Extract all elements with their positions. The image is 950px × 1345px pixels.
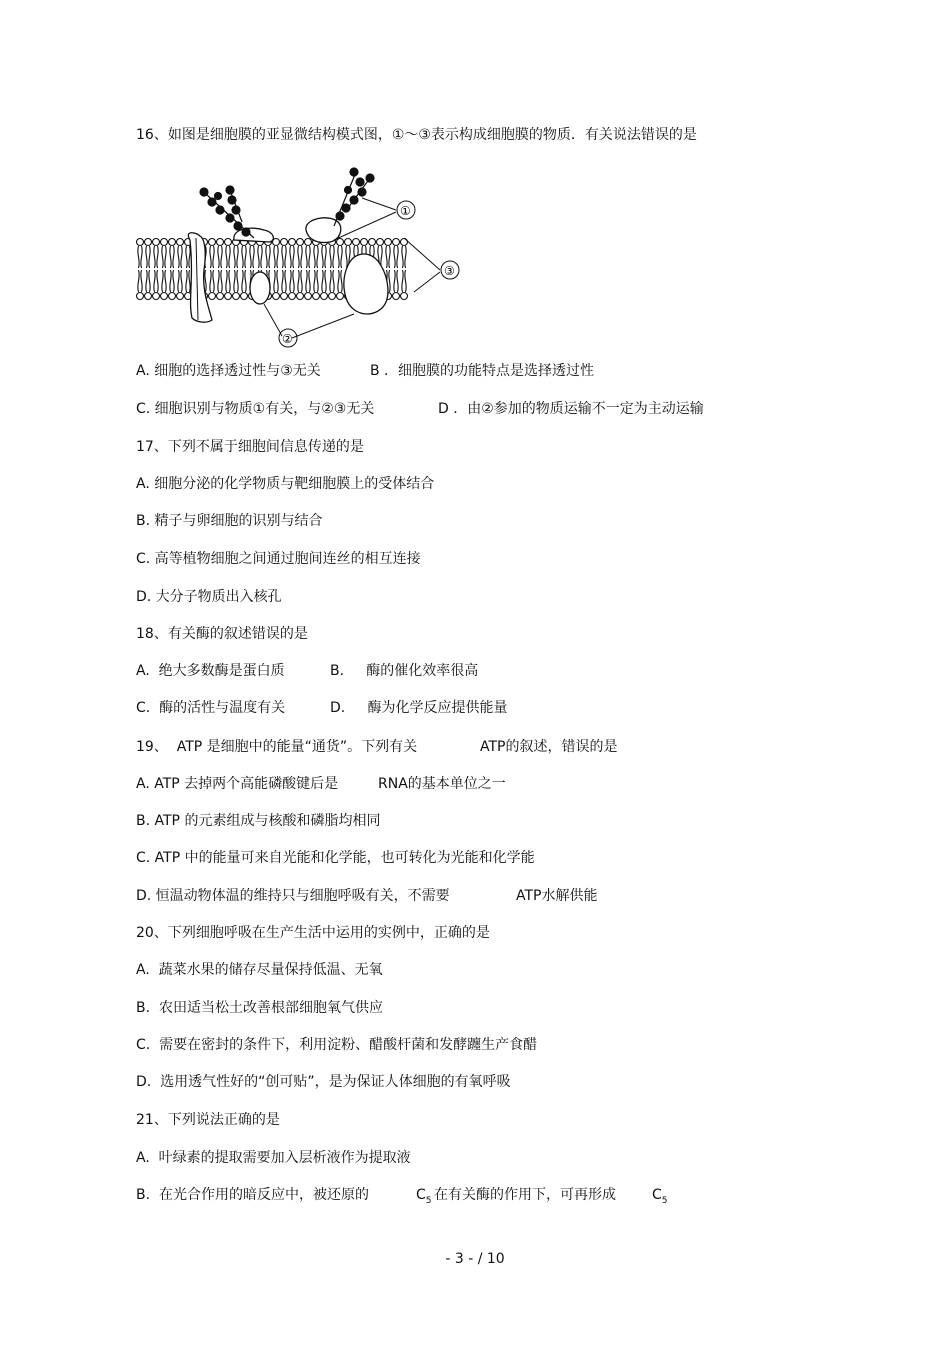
lipid-tail-top bbox=[338, 246, 342, 268]
lipid-head-bottom bbox=[153, 293, 160, 300]
q17-optD: D. 大分子物质出入核孔 bbox=[136, 589, 282, 605]
lipid-tail-top bbox=[290, 246, 294, 268]
q17-optA: A. 细胞分泌的化学物质与靶细胞膜上的受体结合 bbox=[136, 476, 435, 492]
lipid-head-bottom bbox=[273, 293, 280, 300]
embedded-protein-small bbox=[250, 272, 270, 304]
lipid-head-bottom bbox=[289, 293, 296, 300]
lipid-tail-bottom bbox=[298, 270, 302, 292]
lipid-tail-bottom bbox=[394, 270, 398, 292]
lipid-head-bottom bbox=[233, 293, 240, 300]
q18-optC: C. 酶的活性与温度有关 bbox=[136, 700, 286, 716]
lipid-head-top bbox=[337, 239, 344, 246]
label-3: ③ bbox=[444, 264, 455, 278]
lipid-tail-bottom bbox=[186, 270, 190, 292]
lipid-tail-bottom bbox=[402, 270, 406, 292]
lipid-tail-bottom bbox=[314, 270, 318, 292]
lipid-head-bottom bbox=[329, 293, 336, 300]
q19-optC: C. ATP 中的能量可来自光能和化学能，也可转化为光能和化学能 bbox=[136, 850, 535, 866]
lipid-tail-top bbox=[170, 246, 174, 268]
lipid-tail-bottom bbox=[226, 270, 230, 292]
q21-optB-c5: $C_5$ bbox=[416, 1187, 432, 1206]
lipid-head-top bbox=[305, 239, 312, 246]
lipid-tail-top bbox=[154, 246, 158, 268]
q18-stem: 18、有关酶的叙述错误的是 bbox=[136, 626, 308, 642]
cell-membrane-figure bbox=[134, 160, 474, 350]
lipid-tail-bottom bbox=[178, 270, 182, 292]
lipid-head-bottom bbox=[241, 293, 248, 300]
q19-stem-b: ATP的叙述，错误的是 bbox=[480, 739, 618, 755]
lipid-tail-top bbox=[178, 246, 182, 268]
lipid-head-top bbox=[281, 239, 288, 246]
lipid-head-top bbox=[137, 239, 144, 246]
lipid-head-bottom bbox=[321, 293, 328, 300]
lipid-tail-bottom bbox=[218, 270, 222, 292]
lipid-tail-bottom bbox=[338, 270, 342, 292]
q18-optB: B. 酶的催化效率很高 bbox=[330, 663, 479, 679]
lipid-tail-bottom bbox=[162, 270, 166, 292]
lipid-head-bottom bbox=[209, 293, 216, 300]
lipid-head-top bbox=[393, 239, 400, 246]
lipid-tail-bottom bbox=[322, 270, 326, 292]
q21-optB-c: 在有关酶的作用下，可再形成 bbox=[434, 1187, 616, 1203]
lipid-tail-bottom bbox=[210, 270, 214, 292]
lipid-tail-top bbox=[258, 246, 262, 268]
lipid-head-bottom bbox=[393, 293, 400, 300]
lipid-tail-top bbox=[138, 246, 142, 268]
lipid-head-top bbox=[161, 239, 168, 246]
q20-optD: D. 选用透气性好的“创可贴”，是为保证人体细胞的有氧呼吸 bbox=[136, 1074, 511, 1090]
lipid-tail-bottom bbox=[146, 270, 150, 292]
lipid-tail-bottom bbox=[274, 270, 278, 292]
lipid-tail-bottom bbox=[242, 270, 246, 292]
q16-optC: C. 细胞识别与物质①有关，与②③无关 bbox=[136, 401, 375, 417]
lipid-tail-top bbox=[210, 246, 214, 268]
lipid-tail-top bbox=[218, 246, 222, 268]
lipid-head-bottom bbox=[145, 293, 152, 300]
lipid-head-top bbox=[209, 239, 216, 246]
lipid-head-top bbox=[385, 239, 392, 246]
lipid-head-top bbox=[177, 239, 184, 246]
glycoprotein-chain-left bbox=[200, 186, 254, 238]
q21-optA: A. 叶绿素的提取需要加入层析液作为提取液 bbox=[136, 1150, 411, 1166]
lipid-tail-bottom bbox=[330, 270, 334, 292]
lipid-head-top bbox=[353, 239, 360, 246]
q20-stem: 20、下列细胞呼吸在生产生活中运用的实例中，正确的是 bbox=[136, 925, 490, 941]
lipid-head-bottom bbox=[217, 293, 224, 300]
lipid-tail-bottom bbox=[234, 270, 238, 292]
transmembrane-protein-left bbox=[188, 233, 212, 322]
lipid-tail-top bbox=[242, 246, 246, 268]
lipid-head-bottom bbox=[177, 293, 184, 300]
q20-optA: A. 蔬菜水果的储存尽量保持低温、无氧 bbox=[136, 962, 383, 978]
lipid-head-bottom bbox=[297, 293, 304, 300]
lipid-head-top bbox=[377, 239, 384, 246]
lipid-head-bottom bbox=[305, 293, 312, 300]
lipid-tail-top bbox=[234, 246, 238, 268]
q16-stem: 16、如图是细胞膜的亚显微结构模式图，①～③表示构成细胞膜的物质．有关说法错误的是 bbox=[136, 127, 697, 143]
lipid-head-bottom bbox=[401, 293, 408, 300]
lipid-head-top bbox=[217, 239, 224, 246]
lipid-tail-top bbox=[386, 246, 390, 268]
lipid-head-bottom bbox=[169, 293, 176, 300]
q16-optD: D ．由②参加的物质运输不一定为主动运输 bbox=[438, 401, 704, 417]
lipid-head-bottom bbox=[313, 293, 320, 300]
q20-optB: B. 农田适当松土改善根部细胞氧气供应 bbox=[136, 1000, 383, 1016]
lipid-tail-bottom bbox=[170, 270, 174, 292]
lipid-tail-top bbox=[330, 246, 334, 268]
q16-optB: B ．细胞膜的功能特点是选择透过性 bbox=[370, 363, 595, 379]
lipid-tail-top bbox=[322, 246, 326, 268]
lipid-tail-top bbox=[186, 246, 190, 268]
lipid-head-bottom bbox=[225, 293, 232, 300]
lipid-tail-top bbox=[250, 246, 254, 268]
q20-optC: C. 需要在密封的条件下，利用淀粉、醋酸杆菌和发酵躔生产食醋 bbox=[136, 1037, 538, 1053]
q21-optB-a: B. 在光合作用的暗反应中，被还原的 bbox=[136, 1187, 369, 1203]
lipid-tail-top bbox=[306, 246, 310, 268]
lipid-head-top bbox=[369, 239, 376, 246]
lipid-tail-top bbox=[298, 246, 302, 268]
lipid-tail-top bbox=[162, 246, 166, 268]
lipid-tail-top bbox=[226, 246, 230, 268]
label-1: ① bbox=[400, 204, 411, 218]
lipid-head-top bbox=[225, 239, 232, 246]
lipid-tail-top bbox=[402, 246, 406, 268]
q19-stem-a: 19、 ATP 是细胞中的能量“通货”。下列有关 bbox=[136, 739, 418, 755]
lipid-head-top bbox=[169, 239, 176, 246]
q17-optC: C. 高等植物细胞之间通过胞间连丝的相互连接 bbox=[136, 551, 421, 567]
lipid-tail-top bbox=[274, 246, 278, 268]
q17-stem: 17、下列不属于细胞间信息传递的是 bbox=[136, 439, 364, 455]
q16-optA: A. 细胞的选择透过性与③无关 bbox=[136, 363, 321, 379]
label-2: ② bbox=[282, 332, 293, 346]
lipid-head-top bbox=[153, 239, 160, 246]
lipid-tail-top bbox=[314, 246, 318, 268]
lipid-tail-bottom bbox=[282, 270, 286, 292]
q17-optB: B. 精子与卵细胞的识别与结合 bbox=[136, 513, 323, 529]
q19-optD-b: ATP水解供能 bbox=[516, 888, 598, 904]
lipid-tail-top bbox=[146, 246, 150, 268]
lipid-head-bottom bbox=[337, 293, 344, 300]
q19-optA-b: RNA的基本单位之一 bbox=[378, 776, 506, 792]
lipid-tail-bottom bbox=[138, 270, 142, 292]
q18-optA: A. 绝大多数酶是蛋白质 bbox=[136, 663, 285, 679]
q21-stem: 21、下列说法正确的是 bbox=[136, 1112, 280, 1128]
lipid-tail-top bbox=[282, 246, 286, 268]
lipid-head-top bbox=[289, 239, 296, 246]
lipid-head-top bbox=[345, 239, 352, 246]
lipid-head-top bbox=[297, 239, 304, 246]
lipid-head-top bbox=[145, 239, 152, 246]
glycoprotein-chain-right bbox=[334, 168, 374, 226]
lipid-head-top bbox=[361, 239, 368, 246]
q21-optB-c5-end: $C_5$ bbox=[652, 1187, 668, 1206]
q19-optD-a: D. 恒温动物体温的维持只与细胞呼吸有关，不需要 bbox=[136, 888, 450, 904]
lipid-head-bottom bbox=[161, 293, 168, 300]
lipid-tail-bottom bbox=[154, 270, 158, 292]
lipid-tail-bottom bbox=[290, 270, 294, 292]
q19-optB: B. ATP 的元素组成与核酸和磷脂均相同 bbox=[136, 813, 381, 829]
lipid-tail-top bbox=[394, 246, 398, 268]
lipid-head-bottom bbox=[137, 293, 144, 300]
q19-optA-a: A. ATP 去掉两个高能磷酸键后是 bbox=[136, 776, 339, 792]
lipid-tail-top bbox=[266, 246, 270, 268]
lipid-tail-bottom bbox=[306, 270, 310, 292]
q18-optD: D. 酶为化学反应提供能量 bbox=[330, 700, 508, 716]
lipid-head-bottom bbox=[281, 293, 288, 300]
page-number: - 3 - / 10 bbox=[445, 1251, 505, 1267]
